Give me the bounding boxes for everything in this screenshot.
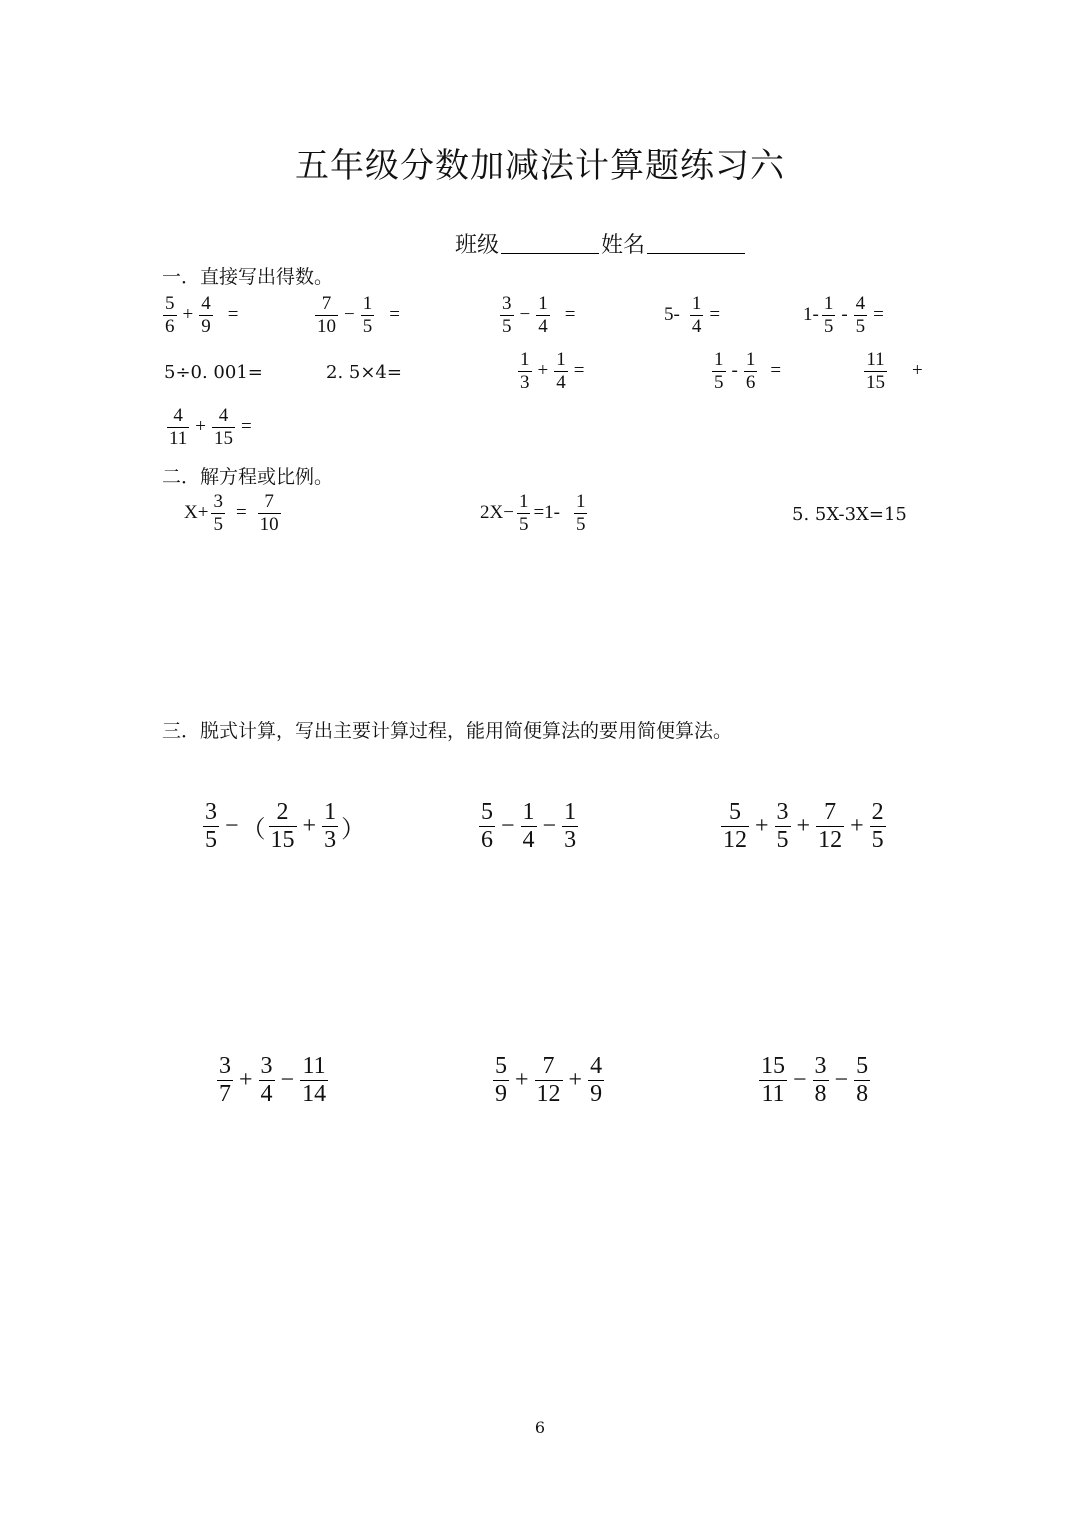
fraction: $\frac{15}{11}$: [761, 1053, 785, 1108]
section2-e2: 2X− $\frac{1}{5}$ =1- $\frac{1}{5}$: [480, 491, 586, 535]
section1-heading: 一．直接写出得数。: [162, 266, 334, 288]
fraction: $\frac{1}{3}$: [324, 799, 337, 854]
fraction: $\frac{1}{4}$: [556, 349, 566, 393]
fraction: $\frac{1}{4}$: [538, 293, 548, 337]
section1-q11: $\frac{4}{11}$ + $\frac{4}{15}$ =: [169, 405, 252, 449]
fraction: $\frac{4}{15}$: [214, 405, 234, 449]
page-title: 五年级分数加减法计算题练习六: [295, 146, 785, 186]
section2-heading: 二．解方程或比例。: [162, 466, 334, 488]
fraction: $\frac{5}{12}$: [723, 799, 747, 854]
section1-q10: $\frac{11}{15}$ +: [866, 349, 923, 393]
section1-q6: 5÷0. 001=: [164, 362, 263, 383]
fraction: $\frac{1}{6}$: [745, 349, 756, 393]
page-number: 6: [534, 1418, 546, 1437]
section1-q4: 5- $\frac{1}{4}$ =: [664, 293, 721, 337]
fraction: $\frac{5}{9}$: [495, 1053, 507, 1108]
fraction: $\frac{5}{6}$: [165, 293, 175, 337]
section3-p5: $\frac{5}{9}$ + $\frac{7}{12}$ + $\frac{4}{9}$: [495, 1053, 603, 1108]
fraction: $\frac{4}{11}$: [169, 405, 188, 449]
section1-q5: 1- $\frac{1}{5}$ - $\frac{4}{5}$ =: [803, 293, 884, 337]
fraction: $\frac{4}{5}$: [855, 293, 866, 337]
fraction: $\frac{3}{4}$: [260, 1053, 273, 1108]
section3-heading: 三．脱式计算，写出主要计算过程，能用简便算法的要用简便算法。: [162, 720, 733, 742]
section1-q3: $\frac{3}{5}$ − $\frac{1}{4}$ =: [502, 293, 576, 337]
name-blank[interactable]: [647, 231, 745, 254]
fraction: $\frac{3}{5}$: [776, 799, 789, 854]
section1-q8: $\frac{1}{3}$ + $\frac{1}{4}$ =: [520, 349, 585, 393]
section3-p6: $\frac{15}{11}$ − $\frac{3}{8}$ − $\frac{5}{8}$: [761, 1053, 869, 1108]
fraction: $\frac{1}{4}$: [522, 799, 535, 854]
class-name-line: [455, 228, 747, 259]
fraction: $\frac{5}{8}$: [856, 1053, 869, 1108]
fraction: $\frac{1}{5}$: [518, 491, 529, 535]
fraction: $\frac{4}{9}$: [590, 1053, 603, 1108]
fraction: $\frac{1}{4}$: [691, 293, 702, 337]
section1-q9: $\frac{1}{5}$ - $\frac{1}{6}$ =: [714, 349, 782, 393]
fraction: $\frac{1}{3}$: [520, 349, 530, 393]
fraction: $\frac{2}{15}$: [270, 799, 295, 854]
section1-q7: 2. 5×4=: [326, 362, 402, 383]
fraction: $\frac{3}{5}$: [213, 491, 223, 535]
fraction: $\frac{3}{5}$: [205, 799, 217, 854]
fraction: $\frac{1}{5}$: [823, 293, 834, 337]
fraction: $\frac{1}{3}$: [564, 799, 577, 854]
fraction: $\frac{1}{5}$: [362, 293, 373, 337]
section1-q2: $\frac{7}{10}$ − $\frac{1}{5}$ =: [317, 293, 400, 337]
fraction: $\frac{7}{10}$: [259, 491, 279, 535]
fraction: $\frac{3}{5}$: [502, 293, 512, 337]
section3-p4: $\frac{3}{7}$ + $\frac{3}{4}$ − $\frac{11}{14}$: [219, 1053, 327, 1108]
fraction: $\frac{4}{9}$: [201, 293, 211, 337]
class-label: 班级: [455, 233, 500, 258]
fraction: $\frac{7}{10}$: [317, 293, 336, 337]
fraction: $\frac{11}{15}$: [866, 349, 885, 393]
section3-p2: $\frac{5}{6}$ − $\frac{1}{4}$ − $\frac{1}{3}$: [481, 799, 577, 854]
name-label: 姓名: [601, 233, 646, 258]
section2-e3: 5. 5X-3X=15: [792, 504, 907, 525]
section3-p1: $\frac{3}{5}$ − （ $\frac{2}{15}$ + $\frac{1}{3}$ ）: [205, 799, 366, 854]
fraction: $\frac{5}{6}$: [481, 799, 493, 854]
fraction: $\frac{2}{5}$: [871, 799, 884, 854]
fraction: $\frac{3}{7}$: [219, 1053, 231, 1108]
fraction: $\frac{7}{12}$: [818, 799, 843, 854]
fraction: $\frac{1}{5}$: [575, 491, 586, 535]
section1-q1: $\frac{5}{6}$ + $\frac{4}{9}$ =: [165, 293, 239, 337]
class-blank[interactable]: [501, 231, 599, 254]
fraction: $\frac{11}{14}$: [302, 1053, 327, 1108]
fraction: $\frac{1}{5}$: [714, 349, 724, 393]
fraction: $\frac{3}{8}$: [814, 1053, 827, 1108]
fraction: $\frac{7}{12}$: [536, 1053, 561, 1108]
section3-p3: $\frac{5}{12}$ + $\frac{3}{5}$ + $\frac{7}{12}$ + $\frac{2}{5}$: [723, 799, 884, 854]
section2-e1: X+ $\frac{3}{5}$ = $\frac{7}{10}$: [184, 491, 279, 535]
